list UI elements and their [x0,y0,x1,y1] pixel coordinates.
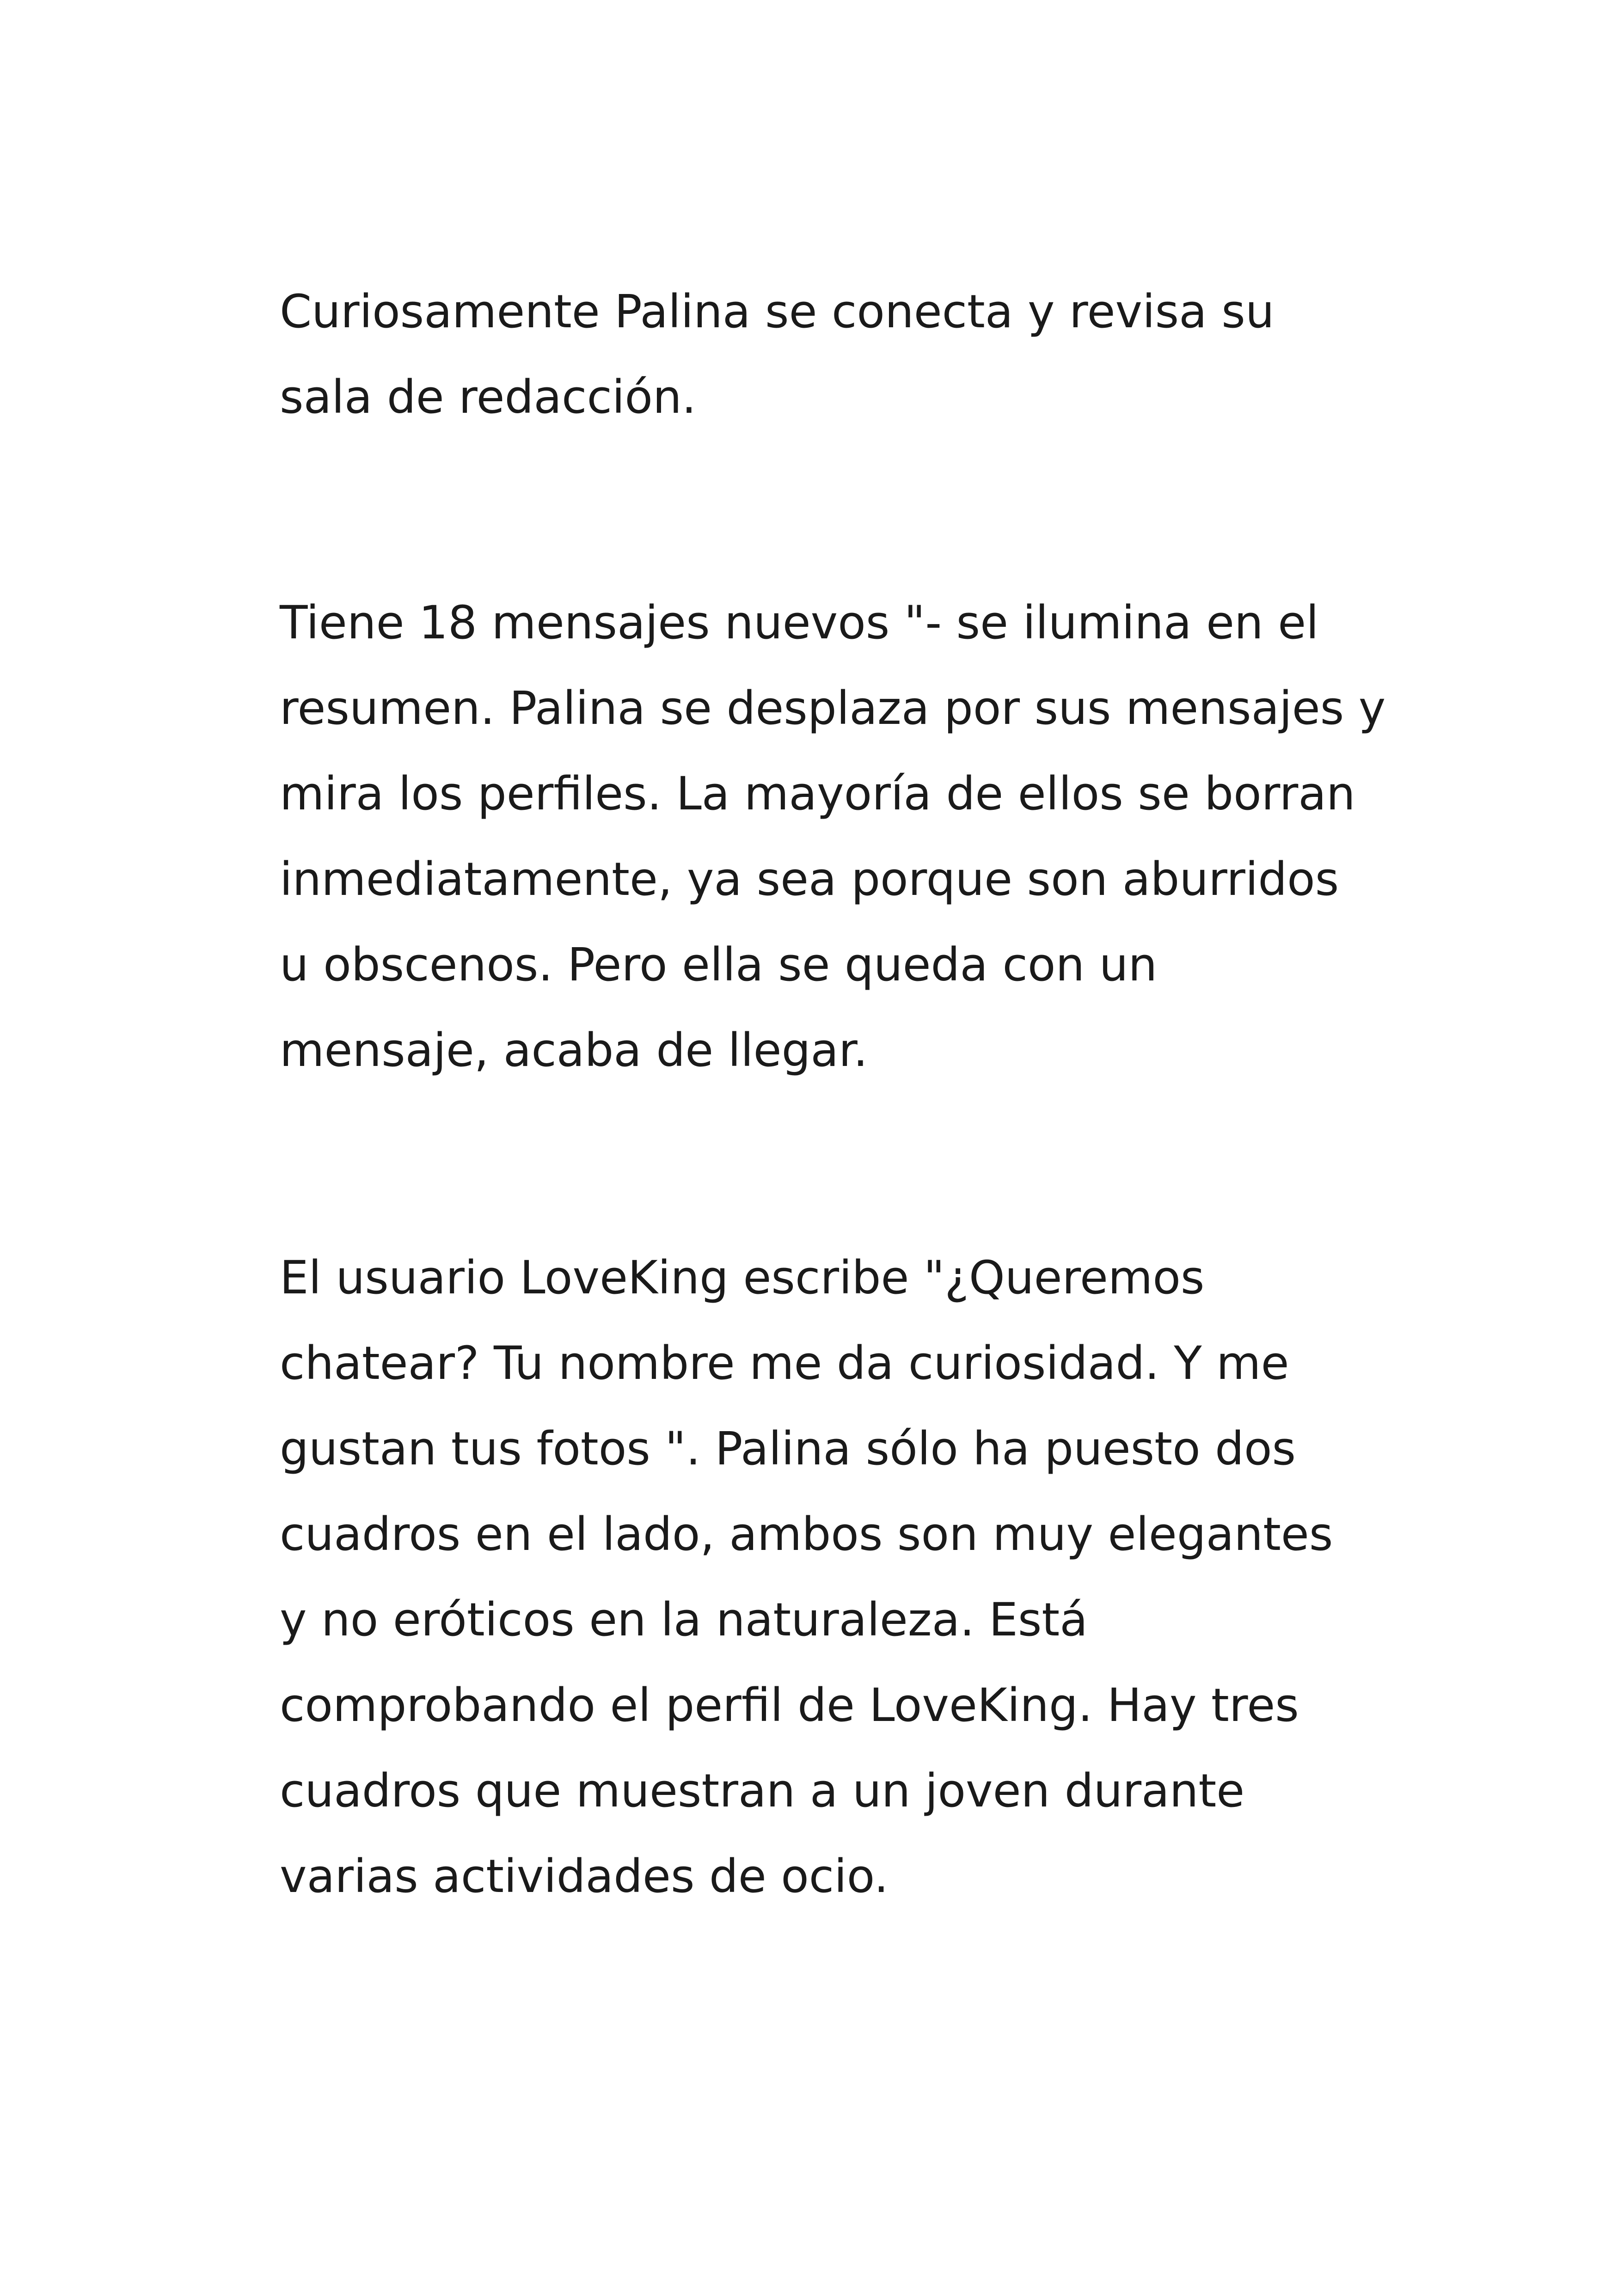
paragraph-2 [280,580,1389,1093]
paragraph-line: comprobando el perfil de LoveKing. Hay tres [280,1679,1299,1732]
paragraph-line: y no eróticos en la naturaleza. Está [280,1593,1088,1647]
paragraph-line: El usuario LoveKing escribe "¿Queremos [280,1251,1205,1304]
paragraph-line: mensaje, acaba de llegar. [280,1024,868,1077]
paragraph-line: u obscenos. Pero ella se queda con un [280,938,1158,992]
paragraph-line: cuadros en el lado, ambos son muy elegantes [280,1508,1333,1561]
paragraph-line: resumen. Palina se desplaza por sus mensajes y [280,682,1386,735]
paragraph-line: Curiosamente Palina se conecta y revisa su [280,285,1275,338]
paragraph-line: sala de redacción. [280,371,697,424]
paragraph-line: chatear? Tu nombre me da curiosidad. Y me [280,1337,1289,1390]
paragraph-3 [280,1235,1389,1919]
paragraph-line: mira los perfiles. La mayoría de ellos se borran [280,767,1355,820]
paragraph-line: cuadros que muestran a un joven durante [280,1764,1245,1818]
paragraph-line: Tiene 18 mensajes nuevos "- se ilumina en el [280,596,1319,649]
paragraph-1 [280,269,1389,440]
paragraph-line: gustan tus fotos ". Palina sólo ha puesto dos [280,1422,1296,1476]
paragraph-line: varias actividades de ocio. [280,1850,889,1903]
paragraph-line: inmediatamente, ya sea porque son aburridos [280,853,1339,906]
